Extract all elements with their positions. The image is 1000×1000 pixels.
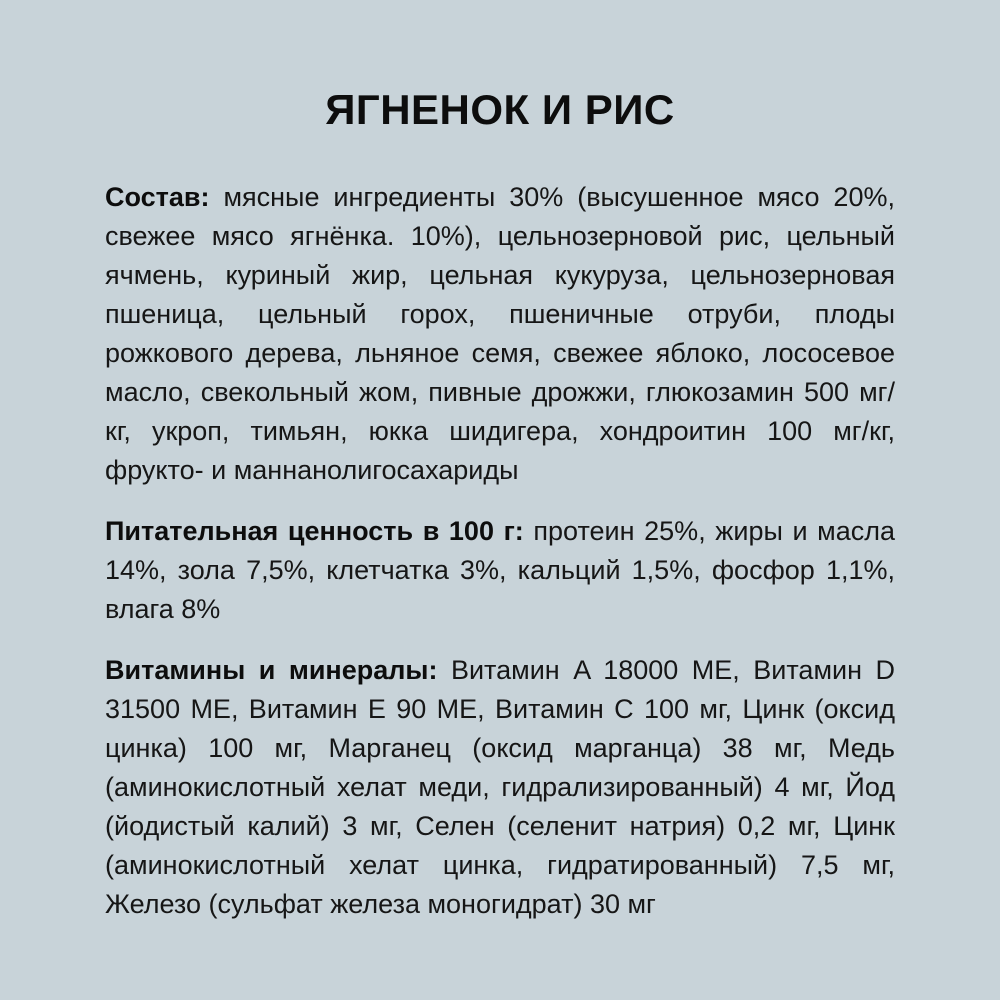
section-composition-label: Состав: <box>105 182 210 213</box>
section-vitamins-minerals-text: Витамин A 18000 МЕ, Витамин D 31500 МЕ, Витамин E 90 МЕ, Витамин C 100 мг, Цинк (оксид цинка) 100 мг, Марганец (оксид марганца) 38 мг, Медь (аминокислотный хелат меди, гидрализированный) 4 мг, Йод (йодистый калий) 3 мг, Селен (селенит натрия) 0,2 мг, Цинк (аминокислотный хелат цинка, гидратированный) 7,5 мг, Железо (сульфат железа моногидрат) 30 мг <box>105 655 895 920</box>
product-label <box>105 0 895 924</box>
section-composition <box>105 178 895 490</box>
section-composition-text: мясные ингредиенты 30% (высушенное мясо 20%, свежее мясо ягнёнка. 10%), цельнозерновой рис, цельный ячмень, куриный жир, цельная кукуруза, цельнозерновая пшеница, цельный горох, пшеничные отруби, плоды рожкового дерева, льняное семя, свежее яблоко, лососевое масло, свекольный жом, пивные дрожжи, глюкозамин 500 мг/кг, укроп, тимьян, юкка шидигера, хондроитин 100 мг/кг, фрукто- и маннанолигосахариды <box>105 182 895 486</box>
section-nutritional-value <box>105 512 895 629</box>
section-nutritional-value-text: протеин 25%, жиры и масла 14%, зола 7,5%, клетчатка 3%, кальций 1,5%, фосфор 1,1%, влага 8% <box>105 516 895 625</box>
page-title: ЯГНЕНОК И РИС <box>325 86 675 133</box>
section-vitamins-minerals-label: Витамины и минералы: <box>105 655 438 686</box>
section-nutritional-value-label: Питательная ценность в 100 г: <box>105 516 524 547</box>
section-vitamins-minerals <box>105 651 895 924</box>
